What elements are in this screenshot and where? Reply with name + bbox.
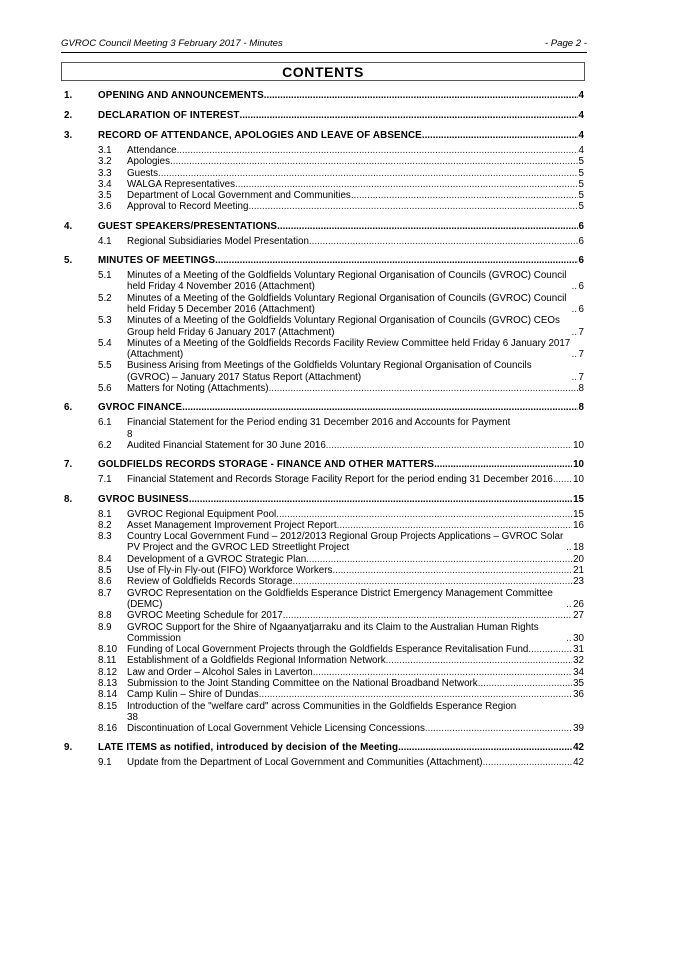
toc-subsection-entry[interactable] bbox=[98, 576, 584, 587]
section-number: 2. bbox=[64, 110, 73, 121]
subsection-body bbox=[127, 644, 584, 655]
dot-leader bbox=[528, 644, 572, 655]
subsection-number: 8.13 bbox=[98, 677, 118, 689]
toc-subsection-entry[interactable] bbox=[98, 723, 584, 734]
dot-leader bbox=[283, 610, 572, 621]
subsection-title: Establishment of a Goldfields Regional Information Network bbox=[127, 655, 386, 667]
subsection-title: Financial Statement for the Period ending 31 December 2016 and Accounts for Payment bbox=[127, 417, 511, 429]
dot-leader bbox=[259, 689, 572, 700]
toc-subsection-entry[interactable] bbox=[98, 440, 584, 451]
subsection-body bbox=[127, 156, 584, 167]
subsection-body bbox=[127, 655, 584, 666]
toc-section-entry[interactable] bbox=[64, 494, 584, 506]
toc-subsection-entry[interactable] bbox=[98, 531, 584, 554]
dot-leader bbox=[235, 179, 578, 190]
subsection-body bbox=[127, 531, 584, 554]
toc-subsection-entry[interactable] bbox=[98, 689, 584, 700]
dot-leader bbox=[215, 255, 577, 267]
subsection-list bbox=[64, 145, 584, 213]
subsection-body bbox=[127, 145, 584, 156]
dot-leader bbox=[434, 459, 572, 471]
section-number: 7. bbox=[64, 459, 73, 471]
subsection-page-number: 35 bbox=[573, 677, 584, 689]
subsection-title: Funding of Local Government Projects through the Goldfields Esperance Revitalisation Fund bbox=[127, 644, 529, 656]
header-page-number: - Page 2 - bbox=[544, 38, 587, 49]
subsection-title: GVROC Regional Equipment Pool bbox=[127, 508, 277, 520]
subsection-body bbox=[127, 474, 584, 485]
subsection-body bbox=[127, 622, 584, 645]
dot-leader bbox=[182, 402, 577, 414]
subsection-title: WALGA Representatives bbox=[127, 178, 235, 190]
subsection-number: 4.1 bbox=[98, 235, 112, 247]
subsection-title: Minutes of a Meeting of the Goldfields Records Facility Review Committee held Friday 6 January 2017 (Attachment) bbox=[127, 337, 571, 361]
subsection-title: Asset Management Improvement Project Report bbox=[127, 519, 337, 531]
page-header bbox=[61, 38, 587, 53]
subsection-body bbox=[127, 588, 584, 611]
toc-subsection-entry[interactable] bbox=[98, 474, 584, 485]
section-number: 9. bbox=[64, 742, 73, 754]
toc-subsection-entry[interactable] bbox=[98, 383, 584, 394]
dot-leader bbox=[332, 565, 572, 576]
subsection-number: 5.6 bbox=[98, 383, 112, 395]
toc-subsection-entry[interactable] bbox=[98, 610, 584, 621]
subsection-title: Audited Financial Statement for 30 June 2016 bbox=[127, 439, 326, 451]
subsection-page-number: 7 bbox=[578, 371, 584, 383]
section-page-number: 4 bbox=[578, 110, 584, 121]
subsection-body bbox=[127, 293, 584, 316]
toc-subsection-entry[interactable] bbox=[98, 509, 584, 520]
subsection-page-number: 8 bbox=[127, 428, 133, 440]
subsection-page-number: 6 bbox=[578, 281, 584, 293]
dot-leader bbox=[398, 742, 572, 754]
dot-leader bbox=[276, 509, 572, 520]
subsection-body bbox=[127, 168, 584, 179]
subsection-title: Financial Statement and Records Storage Facility Report for the period ending 31 December 2016 bbox=[127, 474, 553, 486]
subsection-number: 9.1 bbox=[98, 757, 112, 769]
header-meeting-title: GVROC Council Meeting 3 February 2017 - Minutes bbox=[61, 38, 283, 49]
subsection-page-number: 10 bbox=[573, 439, 584, 451]
section-title: DECLARATION OF INTEREST bbox=[98, 110, 240, 121]
subsection-page-number: 5 bbox=[578, 201, 584, 213]
subsection-number: 3.4 bbox=[98, 178, 112, 190]
subsection-list bbox=[64, 509, 584, 735]
subsection-page-number: 39 bbox=[573, 723, 584, 735]
subsection-body bbox=[127, 678, 584, 689]
subsection-page-number: 21 bbox=[573, 565, 584, 577]
subsection-page-number: 23 bbox=[573, 576, 584, 588]
section-number: 4. bbox=[64, 220, 73, 232]
subsection-title: Update from the Department of Local Government and Communities (Attachment) bbox=[127, 757, 483, 769]
subsection-number: 8.7 bbox=[98, 587, 112, 599]
section-page-number: 4 bbox=[578, 90, 584, 101]
subsection-number: 5.1 bbox=[98, 270, 112, 282]
subsection-number: 8.2 bbox=[98, 519, 112, 531]
subsection-number: 5.2 bbox=[98, 292, 112, 304]
subsection-page-number: 10 bbox=[573, 474, 584, 486]
table-of-contents bbox=[64, 90, 584, 769]
subsection-page-number: 18 bbox=[573, 542, 584, 554]
toc-subsection-entry[interactable] bbox=[98, 145, 584, 156]
subsection-number: 8.5 bbox=[98, 565, 112, 577]
subsection-title: Law and Order – Alcohol Sales in Laverton bbox=[127, 666, 313, 678]
subsection-number: 7.1 bbox=[98, 474, 112, 486]
subsection-body bbox=[127, 554, 584, 565]
toc-subsection-entry[interactable] bbox=[98, 678, 584, 689]
dot-leader bbox=[293, 576, 573, 587]
subsection-number: 8.3 bbox=[98, 531, 112, 543]
dot-leader bbox=[313, 667, 572, 678]
subsection-page-number: 30 bbox=[573, 632, 584, 644]
subsection-number: 8.4 bbox=[98, 553, 112, 565]
subsection-body bbox=[127, 236, 584, 247]
subsection-body bbox=[127, 757, 584, 768]
section-title: GOLDFIELDS RECORDS STORAGE - FINANCE AND OTHER MATTERS bbox=[98, 459, 435, 471]
subsection-body bbox=[127, 383, 584, 394]
subsection-page-number: 6 bbox=[578, 303, 584, 315]
subsection-body bbox=[127, 417, 584, 440]
subsection-number: 8.6 bbox=[98, 576, 112, 588]
toc-section-entry[interactable] bbox=[64, 255, 584, 267]
subsection-body bbox=[127, 520, 584, 531]
dot-leader bbox=[478, 678, 572, 689]
subsection-title: Apologies bbox=[127, 156, 171, 168]
dot-leader bbox=[351, 190, 578, 201]
subsection-body bbox=[127, 338, 584, 361]
section-page-number: 15 bbox=[573, 493, 584, 505]
toc-subsection-entry[interactable] bbox=[98, 236, 584, 247]
subsection-page-number: 15 bbox=[573, 508, 584, 520]
dot-leader bbox=[240, 110, 578, 122]
subsection-body bbox=[127, 667, 584, 678]
section-title: LATE ITEMS as notified, introduced by decision of the Meeting bbox=[98, 742, 399, 754]
subsection-title: Matters for Noting (Attachments) bbox=[127, 383, 269, 395]
dot-leader bbox=[337, 520, 572, 531]
subsection-page-number: 5 bbox=[578, 178, 584, 190]
section-page-number: 6 bbox=[578, 220, 584, 232]
subsection-body bbox=[127, 315, 584, 338]
subsection-body bbox=[127, 190, 584, 201]
toc-section-entry[interactable] bbox=[64, 742, 584, 754]
subsection-page-number: 27 bbox=[573, 610, 584, 622]
section-title: GUEST SPEAKERS/PRESENTATIONS bbox=[98, 220, 278, 232]
dot-leader bbox=[277, 221, 577, 233]
toc-subsection-entry[interactable] bbox=[98, 168, 584, 179]
dot-leader bbox=[553, 474, 572, 485]
toc-subsection-entry[interactable] bbox=[98, 201, 584, 212]
contents-heading: CONTENTS bbox=[61, 62, 585, 81]
subsection-body bbox=[127, 360, 584, 383]
subsection-page-number: 16 bbox=[573, 519, 584, 531]
section-title: GVROC BUSINESS bbox=[98, 493, 189, 505]
subsection-number: 8.16 bbox=[98, 723, 118, 735]
subsection-title: Attendance bbox=[127, 145, 177, 156]
subsection-list bbox=[64, 270, 584, 394]
toc-section-entry[interactable] bbox=[64, 402, 584, 414]
subsection-page-number: 5 bbox=[578, 190, 584, 202]
subsection-page-number: 7 bbox=[578, 349, 584, 361]
subsection-page-number: 31 bbox=[573, 644, 584, 656]
toc-subsection-entry[interactable] bbox=[98, 179, 584, 190]
dot-leader bbox=[264, 90, 578, 102]
subsection-body bbox=[127, 723, 584, 734]
toc-subsection-entry[interactable] bbox=[98, 554, 584, 565]
subsection-title: Use of Fly-in Fly-out (FIFO) Workforce Workers bbox=[127, 565, 333, 577]
subsection-page-number: 20 bbox=[573, 553, 584, 565]
dot-leader bbox=[158, 168, 578, 179]
subsection-body bbox=[127, 179, 584, 190]
subsection-number: 3.3 bbox=[98, 167, 112, 179]
subsection-list bbox=[64, 757, 584, 768]
subsection-page-number: 32 bbox=[573, 655, 584, 667]
dot-leader bbox=[483, 757, 573, 768]
subsection-page-number: 38 bbox=[127, 711, 138, 723]
subsection-body bbox=[127, 509, 584, 520]
subsection-body bbox=[127, 440, 584, 451]
subsection-title: Development of a GVROC Strategic Plan bbox=[127, 553, 307, 565]
subsection-page-number: 4 bbox=[578, 145, 584, 156]
subsection-title: Minutes of a Meeting of the Goldfields Voluntary Regional Organisation of Councils (GVROC) Council held Friday 4 November 2016 (Attachment) bbox=[127, 270, 567, 293]
section-title: RECORD OF ATTENDANCE, APOLOGIES AND LEAVE OF ABSENCE bbox=[98, 130, 422, 141]
subsection-number: 8.14 bbox=[98, 689, 118, 701]
section-page-number: 8 bbox=[578, 402, 584, 414]
toc-subsection-entry[interactable] bbox=[98, 293, 584, 316]
section-title: OPENING AND ANNOUNCEMENTS bbox=[98, 90, 264, 101]
subsection-body bbox=[127, 689, 584, 700]
toc-subsection-entry[interactable] bbox=[98, 622, 584, 645]
subsection-body bbox=[127, 565, 584, 576]
toc-subsection-entry[interactable] bbox=[98, 315, 584, 338]
section-page-number: 6 bbox=[578, 255, 584, 267]
toc-subsection-entry[interactable] bbox=[98, 520, 584, 531]
subsection-number: 8.15 bbox=[98, 700, 118, 712]
section-page-number: 42 bbox=[573, 742, 584, 754]
subsection-number: 8.8 bbox=[98, 610, 112, 622]
subsection-title: GVROC Support for the Shire of Ngaanyatjarraku and its Claim to the Australian Human Rights Commission bbox=[127, 621, 539, 644]
subsection-title: Review of Goldfields Records Storage bbox=[127, 576, 293, 588]
subsection-page-number: 7 bbox=[578, 326, 584, 338]
subsection-page-number: 8 bbox=[578, 383, 584, 395]
subsection-number: 6.2 bbox=[98, 439, 112, 451]
subsection-number: 8.9 bbox=[98, 621, 112, 633]
toc-subsection-entry[interactable] bbox=[98, 190, 584, 201]
dot-leader bbox=[309, 236, 578, 247]
toc-section-entry[interactable] bbox=[64, 130, 584, 142]
toc-subsection-entry[interactable] bbox=[98, 667, 584, 678]
toc-subsection-entry[interactable] bbox=[98, 565, 584, 576]
dot-leader bbox=[269, 383, 578, 394]
dot-leader bbox=[170, 156, 578, 167]
subsection-title: Guests bbox=[127, 167, 159, 179]
toc-subsection-entry[interactable] bbox=[98, 156, 584, 167]
toc-subsection-entry[interactable] bbox=[98, 757, 584, 768]
subsection-body bbox=[127, 576, 584, 587]
subsection-number: 3.6 bbox=[98, 201, 112, 213]
section-title: MINUTES OF MEETINGS bbox=[98, 255, 216, 267]
subsection-number: 5.4 bbox=[98, 337, 112, 349]
section-page-number: 4 bbox=[578, 130, 584, 141]
subsection-number: 8.11 bbox=[98, 655, 117, 667]
dot-leader bbox=[189, 494, 572, 506]
section-number: 6. bbox=[64, 402, 73, 414]
section-title: GVROC FINANCE bbox=[98, 402, 183, 414]
dot-leader bbox=[326, 440, 572, 451]
toc-subsection-entry[interactable] bbox=[98, 417, 584, 440]
section-page-number: 10 bbox=[573, 459, 584, 471]
subsection-title: Regional Subsidiaries Model Presentation bbox=[127, 235, 309, 247]
subsection-number: 8.12 bbox=[98, 666, 118, 678]
toc-section-entry[interactable] bbox=[64, 90, 584, 102]
subsection-title: Submission to the Joint Standing Committee on the National Broadband Network bbox=[127, 677, 478, 689]
subsection-list bbox=[64, 417, 584, 451]
dot-leader bbox=[248, 201, 577, 212]
subsection-body bbox=[127, 610, 584, 621]
toc-subsection-entry[interactable] bbox=[98, 655, 584, 666]
subsection-number: 6.1 bbox=[98, 417, 112, 429]
subsection-page-number: 42 bbox=[573, 757, 584, 769]
subsection-title: GVROC Meeting Schedule for 2017 bbox=[127, 610, 283, 622]
toc-subsection-entry[interactable] bbox=[98, 644, 584, 655]
subsection-list bbox=[64, 474, 584, 485]
dot-leader bbox=[306, 554, 572, 565]
subsection-title: Minutes of a Meeting of the Goldfields Voluntary Regional Organisation of Councils (GVROC) CEOs Group held Friday 6 January 2017 (Attachment) bbox=[127, 315, 560, 338]
dot-leader bbox=[177, 145, 578, 156]
section-number: 8. bbox=[64, 493, 73, 505]
subsection-title: Discontinuation of Local Government Vehicle Licensing Concessions bbox=[127, 723, 425, 735]
section-number: 3. bbox=[64, 130, 73, 141]
subsection-title: Camp Kulin – Shire of Dundas bbox=[127, 689, 259, 701]
toc-section-entry[interactable] bbox=[64, 459, 584, 471]
subsection-number: 3.2 bbox=[98, 156, 112, 168]
subsection-body bbox=[127, 201, 584, 212]
subsection-number: 3.5 bbox=[98, 190, 112, 202]
subsection-number: 8.1 bbox=[98, 508, 112, 520]
subsection-title: Country Local Government Fund – 2012/2013 Regional Group Projects Applications – GVROC Solar PV Project and the GVROC LED Streetlight Project bbox=[127, 531, 564, 554]
dot-leader bbox=[422, 130, 578, 142]
subsection-number: 3.1 bbox=[98, 145, 112, 156]
subsection-title: Department of Local Government and Communities bbox=[127, 190, 351, 202]
toc-section-entry[interactable] bbox=[64, 221, 584, 233]
toc-subsection-entry[interactable] bbox=[98, 588, 584, 611]
dot-leader bbox=[386, 655, 572, 666]
section-number: 5. bbox=[64, 255, 73, 267]
subsection-number: 5.5 bbox=[98, 360, 112, 372]
toc-section-entry[interactable] bbox=[64, 110, 584, 122]
subsection-number: 8.10 bbox=[98, 644, 118, 656]
subsection-page-number: 5 bbox=[578, 167, 584, 179]
toc-subsection-entry[interactable] bbox=[98, 338, 584, 361]
subsection-body bbox=[127, 701, 584, 724]
subsection-body bbox=[127, 270, 584, 293]
subsection-number: 5.3 bbox=[98, 315, 112, 327]
toc-subsection-entry[interactable] bbox=[98, 270, 584, 293]
toc-subsection-entry[interactable] bbox=[98, 701, 584, 724]
subsection-title: Business Arising from Meetings of the Goldfields Voluntary Regional Organisation of Councils (GVROC) – January 2017 Status Report (Attachment) bbox=[127, 360, 532, 383]
subsection-page-number: 26 bbox=[573, 598, 584, 610]
subsection-title: Introduction of the "welfare card" across Communities in the Goldfields Esperance Region bbox=[127, 700, 517, 712]
section-number: 1. bbox=[64, 90, 73, 101]
subsection-page-number: 36 bbox=[573, 689, 584, 701]
subsection-page-number: 5 bbox=[578, 156, 584, 168]
subsection-title: Minutes of a Meeting of the Goldfields Voluntary Regional Organisation of Councils (GVROC) Council held Friday 5 December 2016 (Attachment) bbox=[127, 292, 567, 315]
subsection-page-number: 6 bbox=[578, 235, 584, 247]
subsection-page-number: 34 bbox=[573, 666, 584, 678]
subsection-list bbox=[64, 236, 584, 247]
dot-leader bbox=[425, 723, 572, 734]
toc-subsection-entry[interactable] bbox=[98, 360, 584, 383]
subsection-title: Approval to Record Meeting bbox=[127, 201, 249, 213]
subsection-title: GVROC Representation on the Goldfields Esperance District Emergency Management Committee (DEMC) bbox=[127, 587, 553, 610]
